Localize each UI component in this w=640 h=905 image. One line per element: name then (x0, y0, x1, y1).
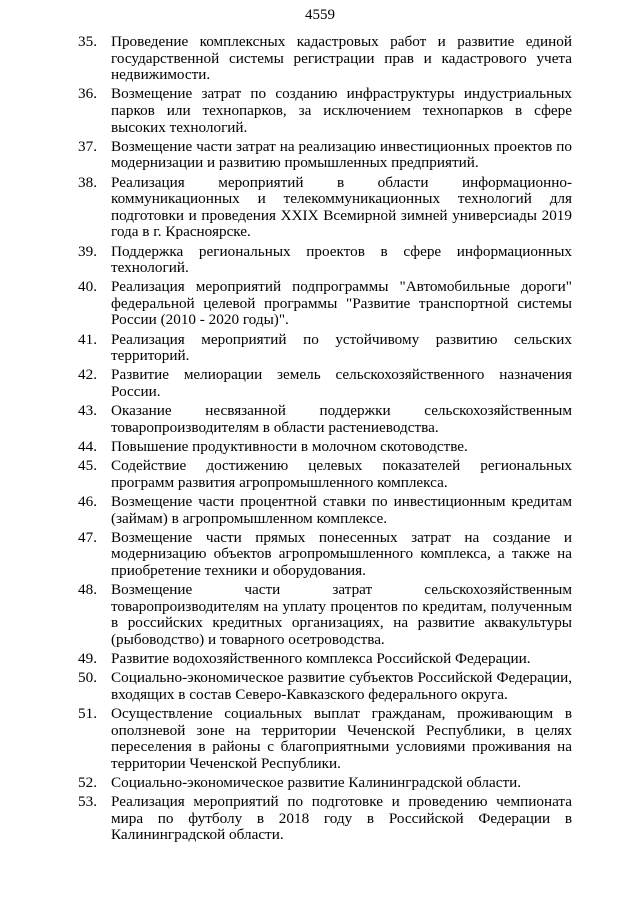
item-number: 52. (78, 774, 97, 792)
list-item-43 (78, 403, 572, 436)
item-text: Возмещение затрат по созданию инфраструктуры индустриальных парков или технопарков, за исключением технопарков в сфере высоких технологий. (111, 85, 572, 136)
item-text: Содействие достижению целевых показателей региональных программ развития агропромышленного комплекса. (111, 457, 572, 491)
item-text: Развитие мелиорации земель сельскохозяйственного назначения России. (111, 366, 572, 401)
item-text: Оказание несвязанной поддержки сельскохозяйственным товаропроизводителям в области растениеводства. (111, 402, 572, 436)
item-number: 50. (78, 669, 97, 687)
item-number: 40. (78, 278, 97, 296)
item-number: 41. (78, 330, 97, 348)
list-item-36 (78, 86, 572, 136)
item-text: Возмещение части процентной ставки по инвестиционным кредитам (займам) в агропромышленном комплексе. (111, 492, 572, 527)
item-number: 46. (78, 492, 97, 510)
item-number: 53. (78, 793, 97, 811)
list-item-37 (78, 139, 572, 172)
list-item-44 (78, 439, 572, 456)
page-number: 4559 (305, 7, 335, 23)
item-text: Возмещение части затрат на реализацию инвестиционных проектов по модернизации и развитию промышленных предприятий. (111, 137, 572, 172)
list-item-52 (78, 775, 572, 792)
item-text: Развитие водохозяйственного комплекса Российской Федерации. (111, 650, 531, 668)
item-text: Возмещение части затрат сельскохозяйственным товаропроизводителям на уплату процентов по кредитам, полученным в российских кредитных организациях, на развитие аквакультуры (рыбоводство) и товарного осетроводства. (111, 581, 572, 648)
item-text: Повышение продуктивности в молочном скотоводстве. (111, 438, 468, 455)
item-text: Социально-экономическое развитие субъектов Российской Федерации, входящих в состав Северо-Кавказского федерального округа. (111, 669, 572, 703)
item-number: 51. (78, 705, 97, 723)
list-item-35 (78, 34, 572, 84)
item-text: Реализация мероприятий в области информационно-коммуникационных и телекоммуникационных технологий для подготовки и проведения XXIX Всемирной зимней универсиады 2019 года в г. Красноярске. (111, 173, 572, 241)
list-item-40 (78, 279, 572, 329)
item-number: 43. (78, 402, 97, 420)
list-item-50 (78, 670, 572, 703)
item-number: 45. (78, 457, 97, 475)
item-number: 44. (78, 438, 97, 455)
item-text: Реализация мероприятий по подготовке и проведению чемпионата мира по футболу в 2018 году в Российской Федерации в Калининградской области. (111, 793, 572, 844)
list-item-39 (78, 244, 572, 277)
list-item-51 (78, 706, 572, 772)
item-text: Проведение комплексных кадастровых работ и развитие единой государственной системы регистрации прав и кадастрового учета недвижимости. (111, 33, 572, 84)
item-number: 37. (78, 137, 97, 155)
item-text: Осуществление социальных выплат гражданам, проживающим в оползневой зоне на территории Чеченской Республики, в целях переселения в районы с благоприятными условиями проживания на территории Чеченской Республики. (111, 705, 572, 772)
list-item-49 (78, 651, 572, 668)
list-item-53 (78, 794, 572, 844)
list-item-42 (78, 367, 572, 400)
item-text: Возмещение части прямых понесенных затрат на создание и модернизацию объектов агропромышленного комплекса, а также на приобретение техники и оборудования. (111, 528, 572, 579)
list-item-46 (78, 494, 572, 527)
list-item-47 (78, 530, 572, 580)
item-text: Поддержка региональных проектов в сфере информационных технологий. (111, 242, 572, 277)
list-item-41 (78, 332, 572, 365)
item-number: 36. (78, 85, 97, 103)
item-number: 35. (78, 33, 97, 50)
item-number: 48. (78, 581, 97, 599)
item-number: 47. (78, 528, 97, 546)
item-text: Реализация мероприятий по устойчивому развитию сельских территорий. (111, 330, 572, 365)
item-text: Социально-экономическое развитие Калининградской области. (111, 774, 522, 792)
list-item-48 (78, 582, 572, 648)
item-number: 38. (78, 173, 97, 191)
item-number: 49. (78, 650, 97, 668)
document-list (78, 34, 572, 847)
list-item-45 (78, 458, 572, 491)
item-text: Реализация мероприятий подпрограммы "Автомобильные дороги" федеральной целевой программы "Развитие транспортной системы России (2010 - 2020 годы)". (111, 278, 572, 329)
item-number: 39. (78, 242, 97, 260)
list-item-38 (78, 175, 572, 241)
item-number: 42. (78, 366, 97, 384)
